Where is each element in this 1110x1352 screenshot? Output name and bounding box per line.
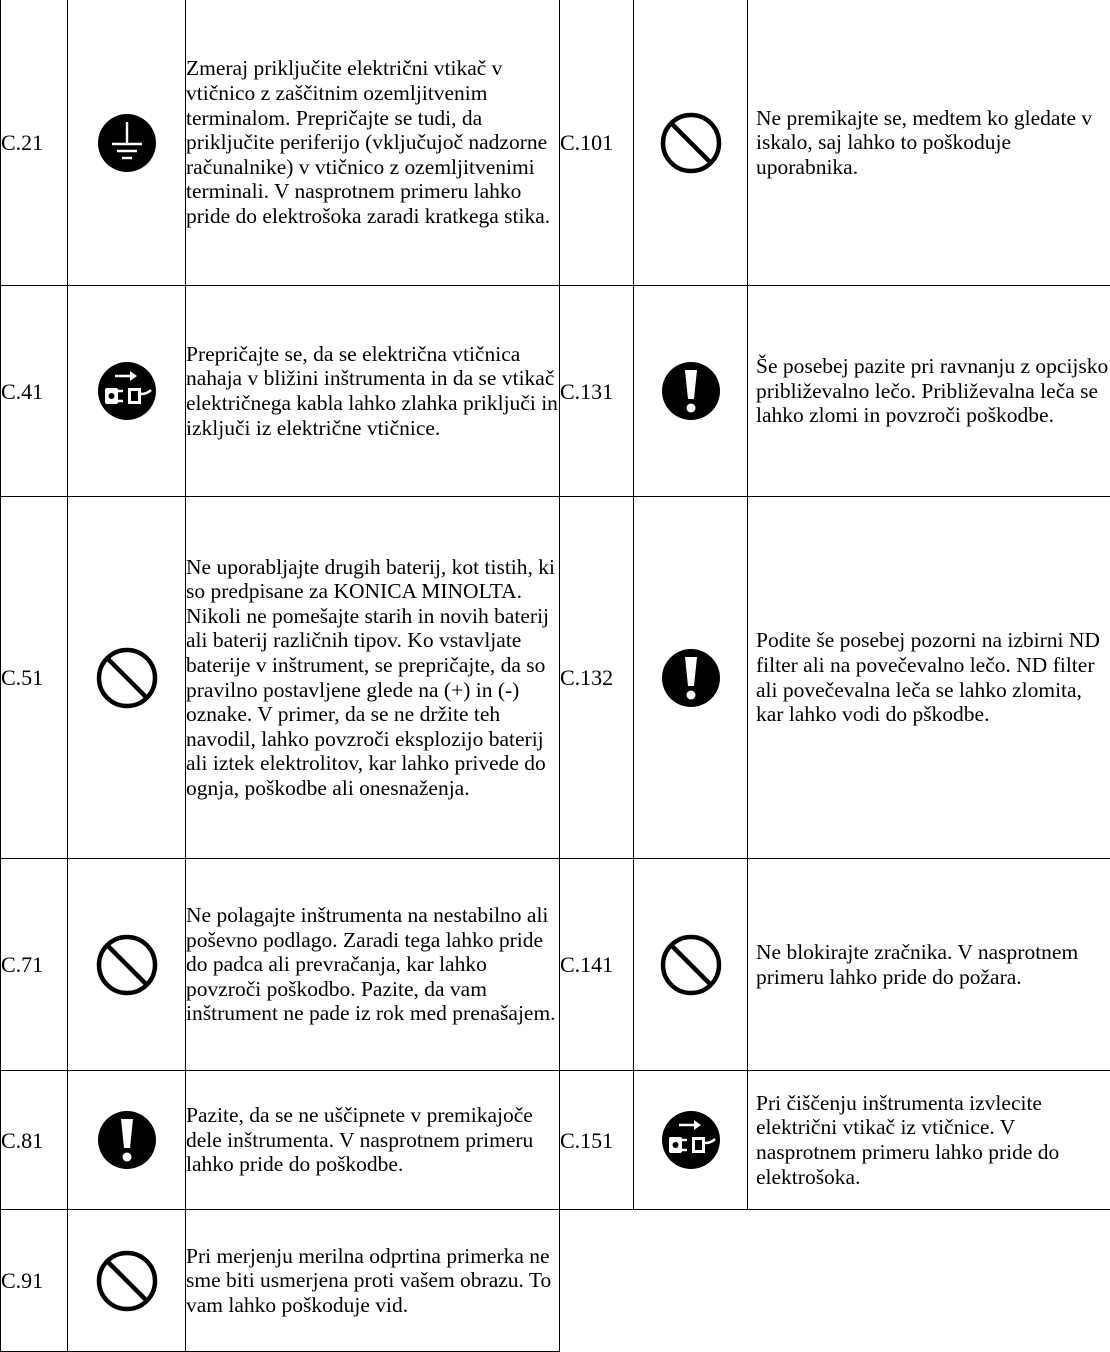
precaution-text: Ne blokirajte zračnika. V nasprotnem primeru lahko pride do požara.: [748, 859, 1110, 1071]
precaution-text: Ne polagajte inštrumenta na nestabilno ali poševno podlago. Zaradi tega lahko pride do padca ali prevračanja, kar lahko povzroči poškodbo. Pazite, da vam inštrument ne pade iz rok med prenašajem.: [186, 859, 560, 1071]
precaution-text: Pazite, da se ne uščipnete v premikajoče dele inštrumenta. V nasprotnem primeru lahko pride do poškodbe.: [186, 1071, 560, 1210]
precaution-code: C.41: [1, 286, 68, 497]
precaution-code: C.51: [1, 497, 68, 859]
prohibited-icon: [634, 859, 748, 1071]
table-row: [1, 0, 1110, 286]
precaution-text: Pri čiščenju inštrumenta izvlecite električni vtikač iz vtičnice. V nasprotnem primeru lahko pride do elektrošoka.: [748, 1071, 1110, 1210]
caution-icon: [634, 286, 748, 497]
precaution-text: Še posebej pazite pri ravnanju z opcijsko približevalno lečo. Približevalna leča se lahko zlomi in povzroči poškodbe.: [748, 286, 1110, 497]
table-row: [1, 1210, 1110, 1352]
precaution-code: C.71: [1, 859, 68, 1071]
precaution-code: C.21: [1, 0, 68, 286]
table-row: [1, 1071, 1110, 1210]
unplug-icon: [634, 1071, 748, 1210]
precaution-code: C.131: [560, 286, 634, 497]
unplug-icon: [68, 286, 186, 497]
ground-icon: [68, 0, 186, 286]
precaution-text: Pri merjenju merilna odprtina primerka ne sme biti usmerjena proti vašem obrazu. To vam lahko poškoduje vid.: [186, 1210, 560, 1352]
precaution-code: C.141: [560, 859, 634, 1071]
precaution-text: Zmeraj priključite električni vtikač v vtičnico z zaščitnim ozemljitvenim terminalom. Prepričajte se tudi, da priključite periferijo (vključujoč nadzorne računalnike) v vtičnico z ozemljitvenimi terminali. V nasprotnem primeru lahko pride do elektrošoka zaradi kratkega stika.: [186, 0, 560, 286]
precaution-text: Ne uporabljajte drugih baterij, kot tistih, ki so predpisane za KONICA MINOLTA. Nikoli ne pomešajte starih in novih baterij ali baterij različnih tipov. Ko vstavljate baterije v inštrument, se prepričajte, da so pravilno postavljene glede na (+) in (-) oznake. V primer, da se ne držite teh navodil, lahko povzroči eksplozijo baterij ali iztek elektrolitov, kar lahko privede do ognja, poškodbe ali onesnaženja.: [186, 497, 560, 859]
prohibited-icon: [68, 859, 186, 1071]
precaution-text: Podite še posebej pozorni na izbirni ND filter ali na povečevalno lečo. ND filter ali povečevalna leča se lahko zlomita, kar lahko vodi do pškodbe.: [748, 497, 1110, 859]
prohibited-icon: [68, 497, 186, 859]
prohibited-icon: [68, 1210, 186, 1352]
precaution-code: C.132: [560, 497, 634, 859]
table-row: [1, 497, 1110, 859]
precaution-code: C.91: [1, 1210, 68, 1352]
precaution-code: C.101: [560, 0, 634, 286]
precaution-text: Prepričajte se, da se električna vtičnica nahaja v bližini inštrumenta in da se vtikač električnega kabla lahko zlahka priključi in izključi iz električne vtičnice.: [186, 286, 560, 497]
precaution-code: C.81: [1, 1071, 68, 1210]
precaution-text: Ne premikajte se, medtem ko gledate v iskalo, saj lahko to poškoduje uporabnika.: [748, 0, 1110, 286]
table-row: [1, 859, 1110, 1071]
precaution-code: C.151: [560, 1071, 634, 1210]
empty-cell: [560, 1210, 1110, 1352]
prohibited-icon: [634, 0, 748, 286]
caution-icon: [634, 497, 748, 859]
caution-icon: [68, 1071, 186, 1210]
table-row: [1, 286, 1110, 497]
